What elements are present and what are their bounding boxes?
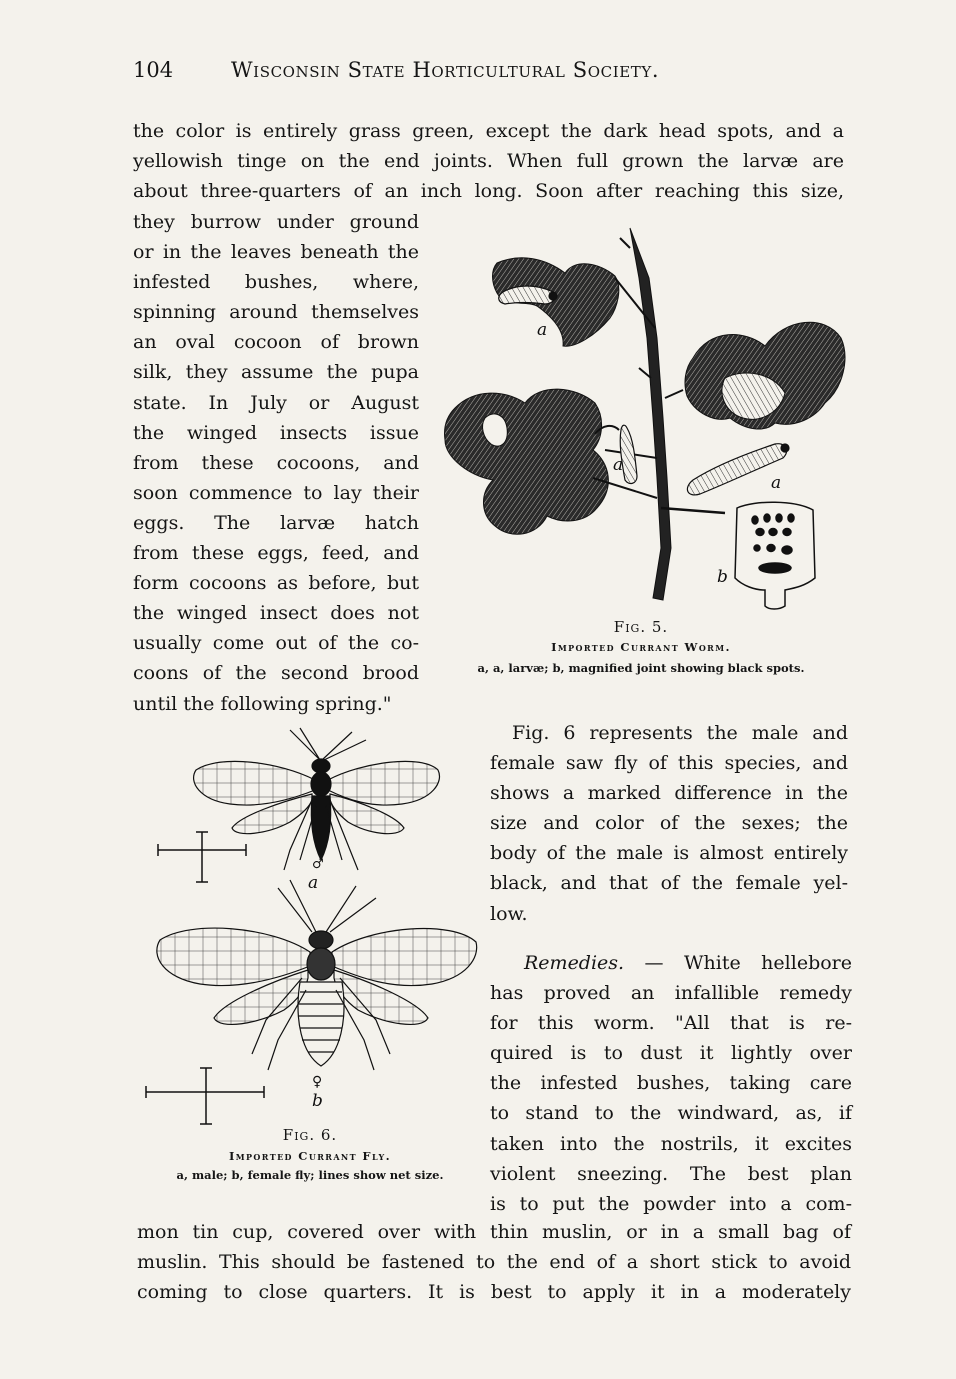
currant-worm-illustration <box>425 218 857 618</box>
male-fly <box>194 728 440 870</box>
figure-6-label-a: a <box>308 873 319 893</box>
text-line: is to put the powder into a com- <box>490 1192 852 1215</box>
text-line: they burrow under ground <box>133 211 419 233</box>
figure-6-description: a, male; b, female fly; lines show net size. <box>176 1168 444 1182</box>
figure-5-title: Imported Currant Worm. <box>551 640 731 654</box>
text-line: has proved an infallible remedy <box>490 982 852 1005</box>
page-header <box>133 58 853 92</box>
text-line: the winged insects issue <box>133 421 419 444</box>
text-line: from these cocoons, and <box>133 451 419 474</box>
figure-6-title: Imported Currant Fly. <box>228 1149 391 1163</box>
text-line: spinning around themselves <box>133 301 419 324</box>
body-text-remedies-paragraph <box>490 948 852 1219</box>
body-text-fig6-paragraph <box>490 718 848 929</box>
figure-5-description: a, a, larvæ; b, magnified joint showing black spots. <box>477 661 805 675</box>
text-line: the winged insect does not <box>133 602 419 625</box>
text-line: mon tin cup, covered over with thin muslin, or in a small bag of <box>137 1221 851 1243</box>
text-line: low. <box>490 902 528 925</box>
running-head: Wisconsin State Horticultural Society. <box>231 58 660 82</box>
remedies-first-line <box>490 948 852 978</box>
male-scale-bar <box>158 832 246 882</box>
page-number: 104 <box>133 58 174 82</box>
magnified-joint <box>735 502 815 609</box>
text-line: coming to close quarters. It is best to apply it in a moderately <box>137 1281 851 1304</box>
text-line: an oval cocoon of brown <box>133 331 419 354</box>
text-line: for this worm. "All that is re- <box>490 1012 852 1035</box>
text-line: soon commence to lay their <box>133 481 419 504</box>
figure-5-label-a-middle: a <box>613 455 624 475</box>
body-text-top <box>133 116 844 206</box>
currant-fly-illustration <box>140 720 480 1132</box>
text-line: the infested bushes, taking care <box>490 1072 852 1095</box>
text-line: muslin. This should be fastened to the end of a short stick to avoid <box>137 1251 851 1274</box>
text-line: yellowish tinge on the end joints. When full grown the larvæ are <box>133 150 844 173</box>
female-symbol: ♀ <box>312 1074 323 1090</box>
text-line: size and color of the sexes; the <box>490 812 848 835</box>
text-line: usually come out of the co- <box>133 632 419 655</box>
text-line: form cocoons as before, but <box>133 572 419 595</box>
female-scale-bar <box>146 1068 264 1124</box>
text-line: silk, they assume the pupa <box>133 361 419 384</box>
figure-6-currant-fly <box>140 720 480 1132</box>
figure-5-label-b: b <box>717 567 728 587</box>
female-fly <box>157 880 477 1070</box>
body-text-bottom <box>137 1217 851 1307</box>
text-line: coons of the second brood <box>133 662 419 685</box>
text-line: Fig. 6 represents the male and <box>512 722 848 744</box>
body-text-left-column <box>133 207 419 719</box>
figure-5-number: Fig. 5. <box>613 618 669 636</box>
figure-6-label-b: b <box>312 1091 323 1111</box>
text-line: to stand to the windward, as, if <box>490 1102 852 1125</box>
text-line: taken into the nostrils, it excites <box>490 1132 852 1155</box>
text-line: female saw fly of this species, and <box>490 752 848 775</box>
text-line: about three-quarters of an inch long. Soon after reaching this size, <box>133 180 844 203</box>
text-line: infested bushes, where, <box>133 271 419 294</box>
figure-5-label-a-top: a <box>537 320 548 340</box>
figure-6-number: Fig. 6. <box>282 1126 338 1144</box>
remedies-dash-text: — White hellebore <box>624 952 852 974</box>
text-line: quired is to dust it lightly over <box>490 1042 852 1065</box>
text-line: or in the leaves beneath the <box>133 241 419 264</box>
male-symbol: ♂ <box>312 857 324 872</box>
text-line: eggs. The larvæ hatch <box>133 511 419 534</box>
text-line: state. In July or August <box>133 391 419 414</box>
figure-5-currant-worm <box>425 218 857 618</box>
text-line: shows a marked difference in the <box>490 782 848 805</box>
text-line: body of the male is almost entirely <box>490 842 848 865</box>
remedies-heading: Remedies. <box>524 952 625 974</box>
text-line: black, and that of the female yel- <box>490 872 848 895</box>
text-line: violent sneezing. The best plan <box>490 1162 852 1185</box>
text-line: from these eggs, feed, and <box>133 542 419 565</box>
figure-5-label-a-right: a <box>771 473 782 493</box>
text-line: until the following spring." <box>133 692 392 715</box>
text-line: the color is entirely grass green, except the dark head spots, and a <box>133 120 844 142</box>
